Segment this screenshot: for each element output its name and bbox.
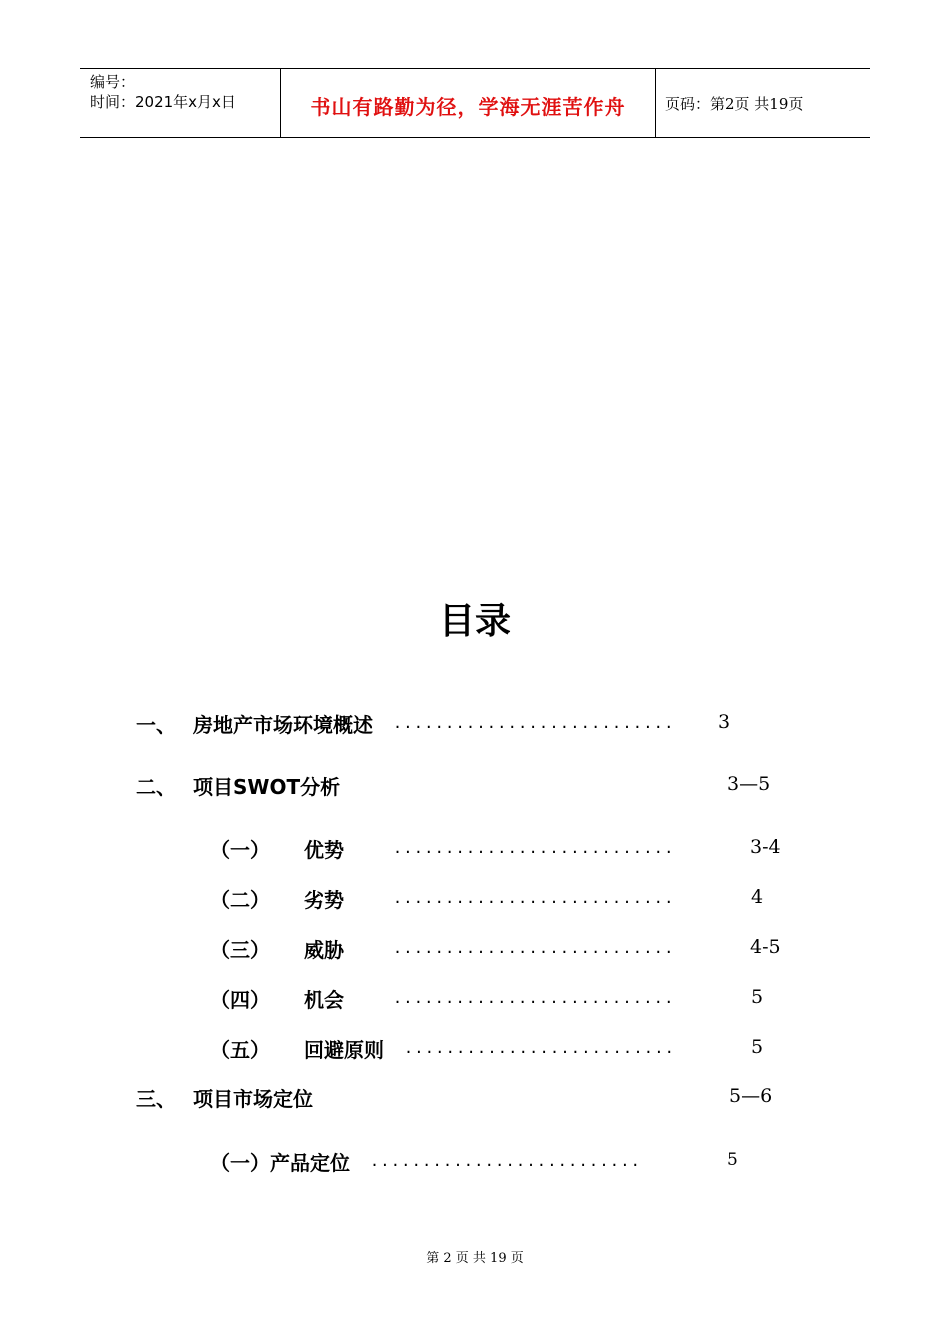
header-page-info: 页码：第2页 共19页 xyxy=(665,95,804,113)
toc-entry-label: 劣势 xyxy=(304,888,344,912)
toc-entry-label: 回避原则 xyxy=(304,1038,384,1062)
toc-entry-page: 5 xyxy=(751,986,764,1008)
header-page-cell xyxy=(655,69,870,137)
toc-entry-leader: ........................... xyxy=(393,939,675,957)
header-meta-cell xyxy=(80,69,280,137)
toc-entry-label: 威胁 xyxy=(304,938,344,962)
toc-entry-label: 机会 xyxy=(304,988,344,1012)
toc-entry-page: 5—6 xyxy=(729,1085,773,1107)
toc-entry-leader: ........................... xyxy=(393,839,675,857)
toc-entry-number: （四） xyxy=(210,988,270,1012)
toc-entry-leader: ........................... xyxy=(393,714,675,732)
header-motto-cell xyxy=(280,69,656,137)
toc-entry-number: 一、 xyxy=(136,713,176,737)
toc-entry-leader: .......................... xyxy=(370,1152,642,1170)
toc-entry-page: 3 xyxy=(718,711,731,733)
page-header xyxy=(80,68,870,138)
toc-entry-label: 房地产市场环境概述 xyxy=(193,713,373,737)
header-motto: 书山有路勤为径，学海无涯苦作舟 xyxy=(310,95,626,119)
toc-entry-label: 产品定位 xyxy=(270,1151,350,1175)
toc-entry-number: 三、 xyxy=(136,1087,176,1111)
toc-entry-leader: ........................... xyxy=(393,889,675,907)
document-date-label: 时间：2021年x月x日 xyxy=(90,93,236,111)
toc-entry-leader: .......................... xyxy=(404,1039,676,1057)
toc-entry-label: 项目SWOT分析 xyxy=(193,775,341,799)
toc-entry-label: 优势 xyxy=(304,838,344,862)
toc-entry-number: （一） xyxy=(210,1151,270,1175)
toc-entry-number: （三） xyxy=(210,938,270,962)
toc-entry-number: （一） xyxy=(210,838,270,862)
toc-entry-page: 5 xyxy=(727,1150,738,1170)
toc-entry-number: 二、 xyxy=(136,775,176,799)
toc-entry-page: 5 xyxy=(751,1036,764,1058)
toc-entry-page: 4-5 xyxy=(750,936,781,958)
toc-entry-page: 3-4 xyxy=(750,836,781,858)
toc-entry-page: 3—5 xyxy=(727,773,771,795)
toc-title: 目录 xyxy=(438,601,511,642)
document-code-label: 编号： xyxy=(90,73,136,91)
toc-entry-page: 4 xyxy=(751,886,764,908)
toc-entry-number: （五） xyxy=(210,1038,270,1062)
page-footer: 第 2 页 共 19 页 xyxy=(426,1251,524,1266)
toc-entry-number: （二） xyxy=(210,888,270,912)
toc-entry-leader: ........................... xyxy=(393,989,675,1007)
toc-entry-label: 项目市场定位 xyxy=(193,1087,313,1111)
